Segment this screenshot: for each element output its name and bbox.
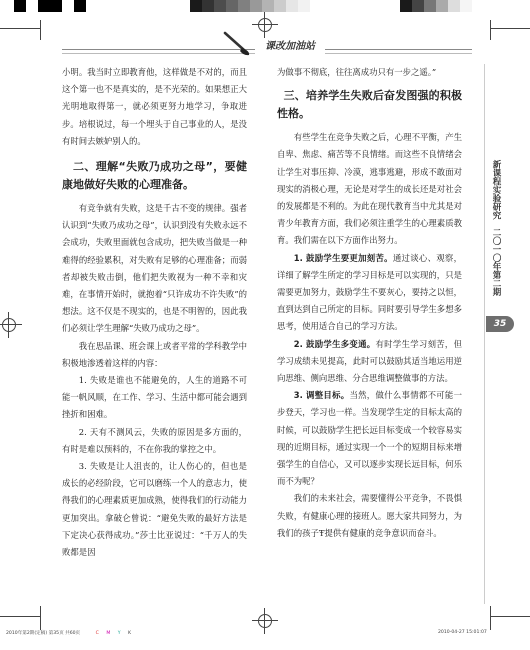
list-item: [277, 387, 462, 490]
journal-issue: 二〇一〇年第二期: [491, 227, 501, 296]
color-registration-strip-right: [400, 0, 472, 12]
right-column: [277, 64, 462, 542]
footer-y: Y: [117, 631, 121, 636]
left-column: [62, 64, 247, 561]
list-item: [277, 250, 462, 336]
section-heading-3: 三、培养学生失败后奋发图强的积极性格。: [277, 89, 462, 121]
paragraph: 我们的未来社会，需要懂得公平竞争，不畏惧失败，有健康心理的接班人。愿大家共同努力，为我们的孩子Ŧ提供有健康的竞争意识而奋斗。: [277, 493, 462, 538]
footer-info: 2010年第2期(定稿) 第35页 共60页: [6, 631, 81, 636]
brush-icon: [222, 30, 254, 56]
footer-m: M: [106, 631, 111, 636]
list-item: 3. 失败是让人沮丧的，让人伤心的，但也是成长的必经阶段，它可以磨练一个人的意志力，使得我们的心理素质更加成熟，使得我们的行动能力更加突出。拿破仑曾说：“避免失败的最好方法是下定决心获得成功。”莎士比亚说过：“千万人的失败都是因: [62, 461, 247, 558]
list-item: 1. 失败是谁也不能避免的，人生的道路不可能一帆风顺，在工作、学习、生活中都可能会遇到挫折和困难。: [62, 375, 247, 420]
section-heading-2: 二、理解“失败乃成功之母”，要健康地做好失败的心理准备。: [62, 160, 247, 192]
section-title: 课改加油站: [255, 40, 325, 54]
footer-slug-left: [6, 630, 131, 636]
list-item: [277, 336, 462, 388]
footer-k: K: [128, 631, 132, 636]
list-item-text: 有时学生学习刻苦，但学习成绩未见提高，此时可以鼓励其适当地运用逆向思维、侧向思维、分合思维调整做事的方法。: [277, 338, 462, 384]
list-item: 2. 天有不测风云，失败的原因是多方面的，有时是难以预料的，不在你我的掌控之中。: [62, 426, 247, 454]
paragraph: 有竞争就有失败，这是千古不变的规律。强者认识到“失败乃成功之母”，认识到没有失败永远不会成功，失败里面就包含成功，把失败当做是一种难得的经验累积，对失败有足够的心理准备；而弱者却被失败击倒，他们把失败视为一种不幸和灾难，在事情开始时，就抱着“只许成功不许失败”的想法。这不仅是不现实的，也是不明智的，因此我们必须让学生理解“失败乃成功之母”。: [62, 203, 247, 334]
list-item-lead: 1. 鼓励学生要更加刻苦。: [293, 252, 393, 263]
list-item-text: 通过谈心、观察，详细了解学生所定的学习目标是可以实现的，只是需要更加努力，鼓励学生不要灰心，要持之以恒，直到达到自己所定的目标。同时要引导学生多想多思考，使用适合自己的学习方法。: [277, 252, 462, 332]
footer-timestamp: 2010-04-27 15:01:07: [438, 630, 487, 635]
footer-c: C: [95, 631, 99, 636]
journal-title: 新课程实验研究: [491, 160, 501, 220]
list-item-lead: 2. 鼓励学生多变通。: [293, 338, 376, 349]
paragraph: 为做事不彻底，往往离成功只有一步之遥。”: [277, 67, 437, 77]
list-item-text: 当然，做什么事情都不可能一步登天，学习也一样。当发现学生定的目标太高的时候，可以鼓励学生把长远目标变成一个较容易实现的近期目标，通过实现一个一个的短期目标来增强学生的自信心，又可以逐步实现长远目标，何乐而不为呢？: [277, 390, 462, 487]
color-registration-strip-center: [190, 0, 310, 12]
list-item-lead: 3. 调整目标。: [293, 390, 350, 401]
paragraph: 小明。我当时立即教育他，这样做是不对的，而且这个第一也不是真实的，是不光荣的。如果想正大光明地取得第一，就必须更努力地学习，争取进步。培根说过，每一个埋头于自己事业的人，是没有时间去嫉妒别人的。: [62, 67, 247, 146]
page-number: 35: [486, 316, 514, 332]
color-registration-strip-left: [14, 0, 86, 12]
side-rule: [484, 64, 485, 604]
journal-name: [490, 160, 504, 296]
paragraph: 我在思品课、班会课上或者平常的学科教学中积极地渗透着这样的内容：: [62, 340, 247, 368]
paragraph: 有些学生在竞争失败之后，心理不平衡，产生自卑、焦虑、痛苦等不良情绪。而这些不良情绪会让学生对事压抑、冷漠，逃事逃避，形成不敢面对现实的消极心理，无论是对学生的成长还是对社会的发展都是不利的。为此在现代教育当中尤其是对青少年教育方面，我们必须注重学生的心理素质教育。我们需在以下方面作出努力。: [277, 132, 462, 246]
